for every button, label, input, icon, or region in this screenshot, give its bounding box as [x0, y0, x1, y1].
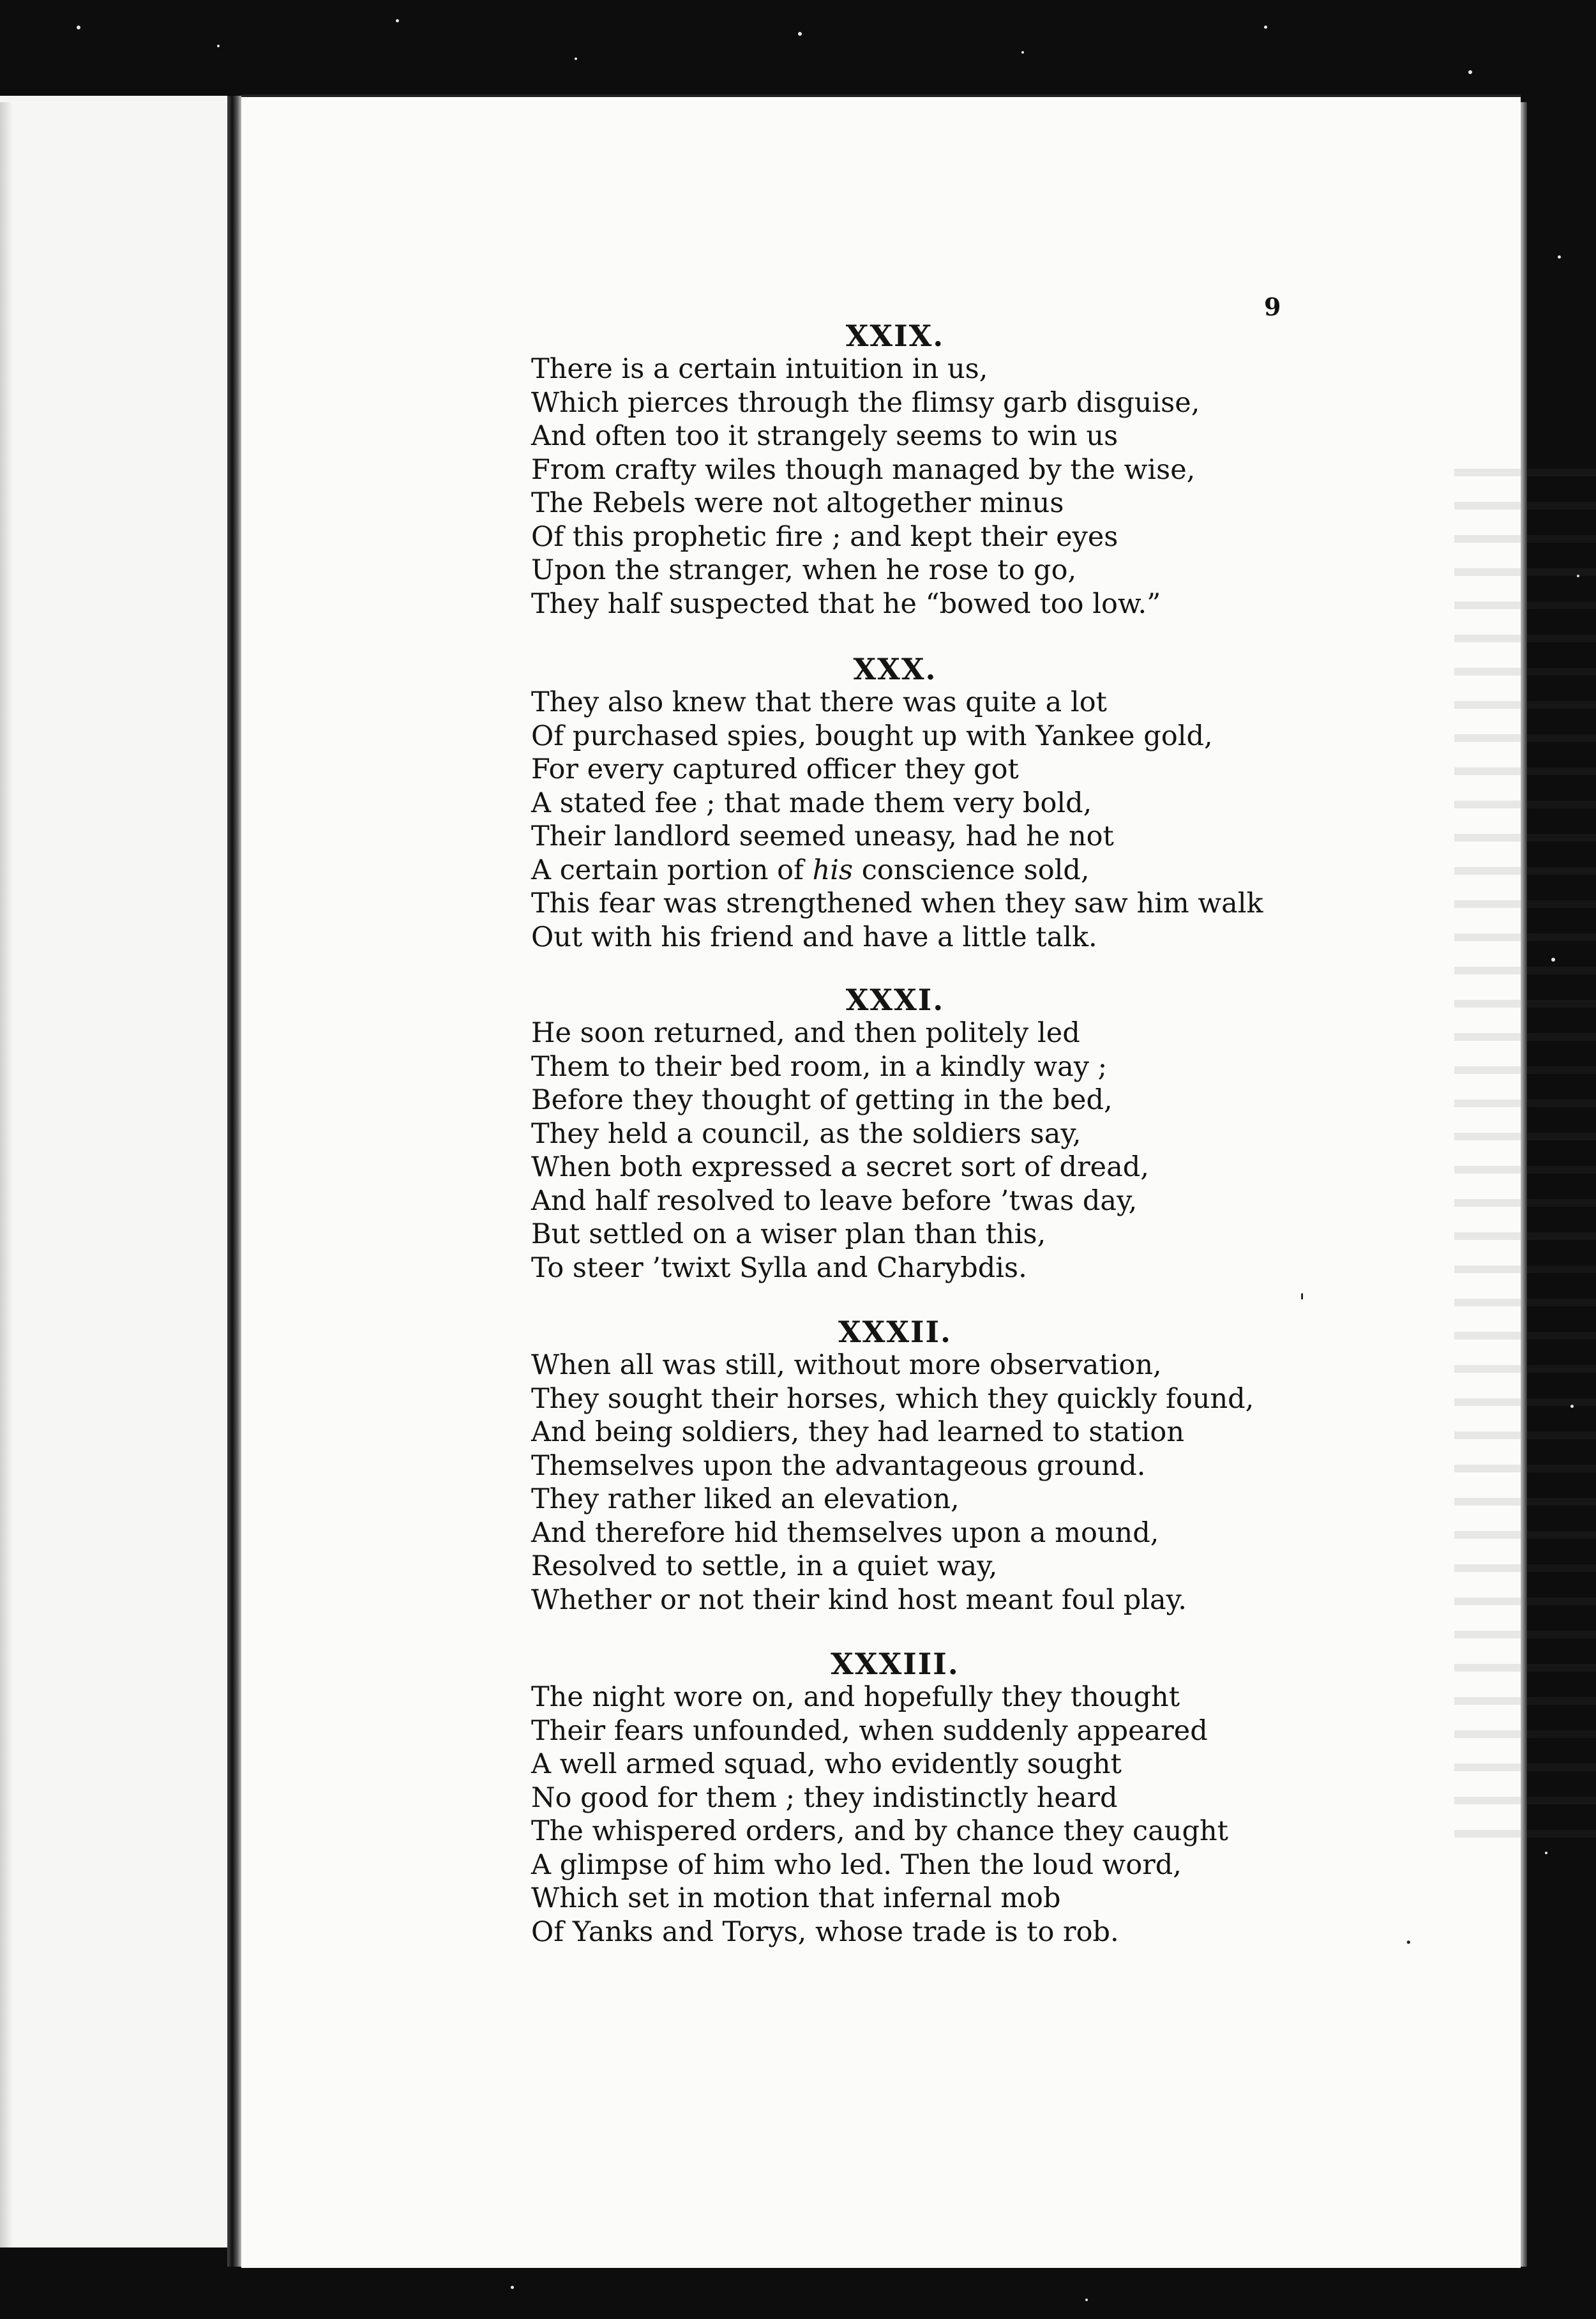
film-speck: [396, 19, 399, 22]
film-speck: [1085, 2299, 1088, 2301]
right-page-edge: [1521, 102, 1527, 2267]
poem-line: The whispered orders, and by chance they caught: [531, 1815, 1228, 1847]
poem-line: They half suspected that he “bowed too low.”: [531, 587, 1161, 620]
margin-mark: ·: [1404, 1928, 1413, 1958]
left-page: [0, 96, 227, 2247]
poem-line: They rather liked an elevation,: [531, 1483, 960, 1515]
margin-mark: ˈ: [1296, 1290, 1306, 1319]
emphasized-word: his: [812, 854, 854, 886]
poem-line: Of this prophetic fire ; and kept their eyes: [531, 520, 1118, 553]
poem-line: For every captured officer they got: [531, 753, 1019, 785]
film-speck: [575, 57, 577, 60]
poem-line: Out with his friend and have a little talk.: [531, 921, 1097, 953]
poem-line: The Rebels were not altogether minus: [531, 487, 1064, 519]
poem-line: A glimpse of him who led. Then the loud word,: [531, 1848, 1182, 1881]
poem-line: They sought their horses, which they quickly found,: [531, 1382, 1254, 1415]
stanza: [531, 319, 1259, 621]
poem-line: And often too it strangely seems to win us: [531, 420, 1118, 452]
stanza-numeral: XXXI.: [845, 983, 945, 1017]
poem-line: Which pierces through the flimsy garb disguise,: [531, 386, 1200, 419]
film-speck: [1021, 51, 1024, 54]
poem-line: A stated fee ; that made them very bold,: [531, 787, 1092, 819]
book-spine: [227, 96, 241, 2267]
poem-line: When both expressed a secret sort of dread,: [531, 1151, 1149, 1183]
poem-line: Before they thought of getting in the bed,: [531, 1084, 1113, 1116]
poem-line: Upon the stranger, when he rose to go,: [531, 554, 1077, 586]
poem-line: Themselves upon the advantageous ground.: [531, 1449, 1146, 1482]
poem-line: They also knew that there was quite a lot: [531, 686, 1107, 718]
poem-line: Resolved to settle, in a quiet way,: [531, 1550, 998, 1582]
stanza: [531, 1647, 1259, 1949]
stanza-numeral: XXXII.: [838, 1315, 952, 1349]
poem-line: A well armed squad, who evidently sought: [531, 1748, 1122, 1780]
poem-line: To steer ’twixt Sylla and Charybdis.: [531, 1251, 1027, 1284]
film-speck: [77, 26, 80, 29]
poem-line: A certain portion of his conscience sold,: [531, 854, 1090, 886]
poem-line: From crafty wiles though managed by the wise,: [531, 453, 1196, 486]
poem-line: And half resolved to leave before ’twas day,: [531, 1184, 1138, 1217]
film-speck: [798, 32, 802, 36]
poem-line: And therefore hid themselves upon a mound,: [531, 1516, 1159, 1549]
poem-line: This fear was strengthened when they saw him walk: [531, 888, 1263, 919]
poem-line: Their fears unfounded, when suddenly appeared: [531, 1714, 1208, 1747]
poem-line: But settled on a wiser plan than this,: [531, 1218, 1046, 1250]
poem-line: No good for them ; they indistinctly heard: [531, 1781, 1118, 1814]
poem-line: Of purchased spies, bought up with Yankee gold,: [531, 720, 1213, 752]
poem-line: He soon returned, and then politely led: [531, 1017, 1080, 1049]
poem-line: Which set in motion that infernal mob: [531, 1882, 1061, 1914]
film-speck: [217, 45, 220, 47]
film-speck: [1558, 255, 1561, 259]
film-speck: [1468, 70, 1472, 74]
stanza-numeral: XXIX.: [845, 319, 945, 353]
poem-line: Their landlord seemed uneasy, had he not: [531, 820, 1114, 852]
poem-line: There is a certain intuition in us,: [531, 353, 988, 385]
stanza-numeral: XXX.: [853, 652, 937, 686]
stanza-numeral: XXXIII.: [831, 1647, 960, 1681]
film-speck: [511, 2286, 514, 2289]
stanza: [531, 653, 1263, 954]
poem-line: Of Yanks and Torys, whose trade is to rob.: [531, 1915, 1119, 1948]
stanza: [531, 983, 1259, 1285]
left-page-shadow: [0, 102, 13, 2247]
poem-line: And being soldiers, they had learned to station: [531, 1416, 1185, 1448]
poem-line: Them to their bed room, in a kindly way ;: [531, 1050, 1108, 1083]
poem-line: Whether or not their kind host meant foul play.: [531, 1583, 1187, 1616]
film-speck: [1264, 26, 1267, 29]
poem-line: The night wore on, and hopefully they thought: [531, 1681, 1180, 1713]
page-number: 9: [1264, 292, 1281, 321]
stanza: [531, 1315, 1259, 1617]
poem-line: They held a council, as the soldiers say,: [531, 1117, 1081, 1150]
poem-line: When all was still, without more observation,: [531, 1349, 1162, 1381]
